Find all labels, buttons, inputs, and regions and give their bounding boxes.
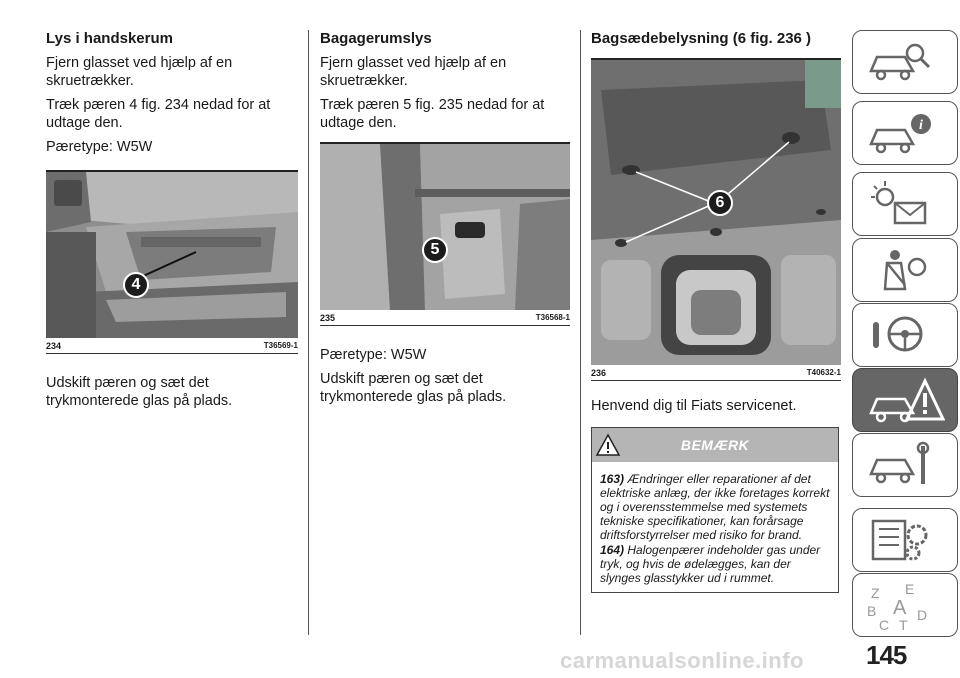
note-box (591, 427, 839, 593)
svg-text:T: T (899, 617, 908, 632)
note-number: 163) (600, 472, 625, 486)
svg-text:Z: Z (871, 585, 880, 601)
column-divider (580, 30, 581, 635)
svg-text:A: A (893, 597, 907, 619)
tab-lights-message[interactable] (852, 172, 958, 236)
steering-wheel-icon (865, 310, 935, 360)
specs-gear-icon (865, 515, 935, 565)
tab-specs[interactable] (852, 508, 958, 572)
svg-text:i: i (919, 118, 923, 133)
figure-code: T40632-1 (806, 368, 841, 377)
paragraph: Pæretype: W5W (320, 347, 427, 363)
warning-icon (596, 433, 620, 457)
section-heading: Lys i handskerum (46, 30, 173, 47)
car-search-icon (865, 37, 935, 87)
figure-caption (320, 310, 570, 326)
tab-car-service[interactable] (852, 433, 958, 497)
index-letters-icon (865, 580, 935, 632)
car-warning-icon (865, 375, 945, 429)
note-item (600, 543, 830, 585)
glovebox-photo (46, 172, 298, 338)
luggage-illustration (320, 144, 570, 310)
callout-6: 6 (707, 190, 733, 216)
figure-caption (591, 365, 841, 381)
paragraph: Fjern glasset ved hjælp af en skruetrækker. (320, 55, 507, 89)
paragraph: Udskift pæren og sæt det trykmonterede glas på plads. (46, 375, 233, 409)
section-luggage-light (320, 30, 570, 412)
car-service-icon (865, 440, 935, 490)
tab-airbag-seatbelt[interactable] (852, 238, 958, 302)
svg-text:C: C (879, 617, 890, 632)
figure-234 (46, 170, 298, 354)
paragraph: Fjern glasset ved hjælp af en skruetrækker. (46, 55, 233, 89)
lights-message-icon (865, 179, 935, 229)
paragraph: Henvend dig til Fiats servicenet. (591, 398, 797, 414)
note-body (592, 462, 838, 592)
svg-text:E: E (905, 581, 915, 597)
watermark: carmanualsonline.info (560, 648, 804, 673)
rear-seat-photo (591, 60, 841, 365)
column-divider (308, 30, 309, 635)
section-rear-seat-light (591, 30, 841, 593)
tab-car-info[interactable] (852, 101, 958, 165)
figure-code: T36569-1 (263, 341, 298, 350)
figure-caption (46, 338, 298, 354)
paragraph: Udskift pæren og sæt det trykmonterede glas på plads. (320, 371, 507, 405)
tab-car-search[interactable] (852, 30, 958, 94)
page-number: 145 (866, 640, 907, 670)
airbag-seatbelt-icon (865, 245, 935, 295)
svg-text:D: D (917, 607, 928, 623)
note-item (600, 472, 830, 542)
tab-steering-wheel[interactable] (852, 303, 958, 367)
glovebox-illustration (46, 172, 298, 338)
note-header (592, 428, 838, 462)
paragraph: Træk pæren 4 fig. 234 nedad for at udtage den. (46, 97, 271, 131)
car-info-icon (865, 108, 935, 158)
note-number: 164) (600, 543, 625, 557)
paragraph: Pæretype: W5W (46, 139, 153, 155)
note-title: BEMÆRK (680, 437, 750, 453)
note-text: Ændringer eller reparationer af det elektriske anlæg, der ikke foretages korrekt og i overensstemmelse med systemets tekniske specifikationer, kan forårsage driftsforstyrrelser med risiko for brand. (600, 472, 830, 542)
callout-4: 4 (123, 272, 149, 298)
figure-236 (591, 58, 841, 381)
figure-number: 236 (591, 368, 607, 378)
section-glovebox-light (46, 30, 298, 416)
figure-235 (320, 142, 570, 326)
note-text: Halogenpærer indeholder gas under tryk, og hvis de ødelægges, kan der slynges glasstykker ud i rummet. (600, 543, 821, 585)
figure-code: T36568-1 (535, 313, 570, 322)
callout-5: 5 (422, 237, 448, 263)
figure-number: 235 (320, 313, 336, 323)
tab-car-warning[interactable] (852, 368, 958, 432)
section-heading: Bagagerumslys (320, 30, 432, 47)
tab-index[interactable] (852, 573, 958, 637)
figure-number: 234 (46, 341, 62, 351)
paragraph: Træk pæren 5 fig. 235 nedad for at udtage den. (320, 97, 545, 131)
luggage-photo (320, 144, 570, 310)
svg-text:B: B (867, 603, 877, 619)
section-heading: Bagsædebelysning (6 fig. 236 ) (591, 30, 812, 47)
